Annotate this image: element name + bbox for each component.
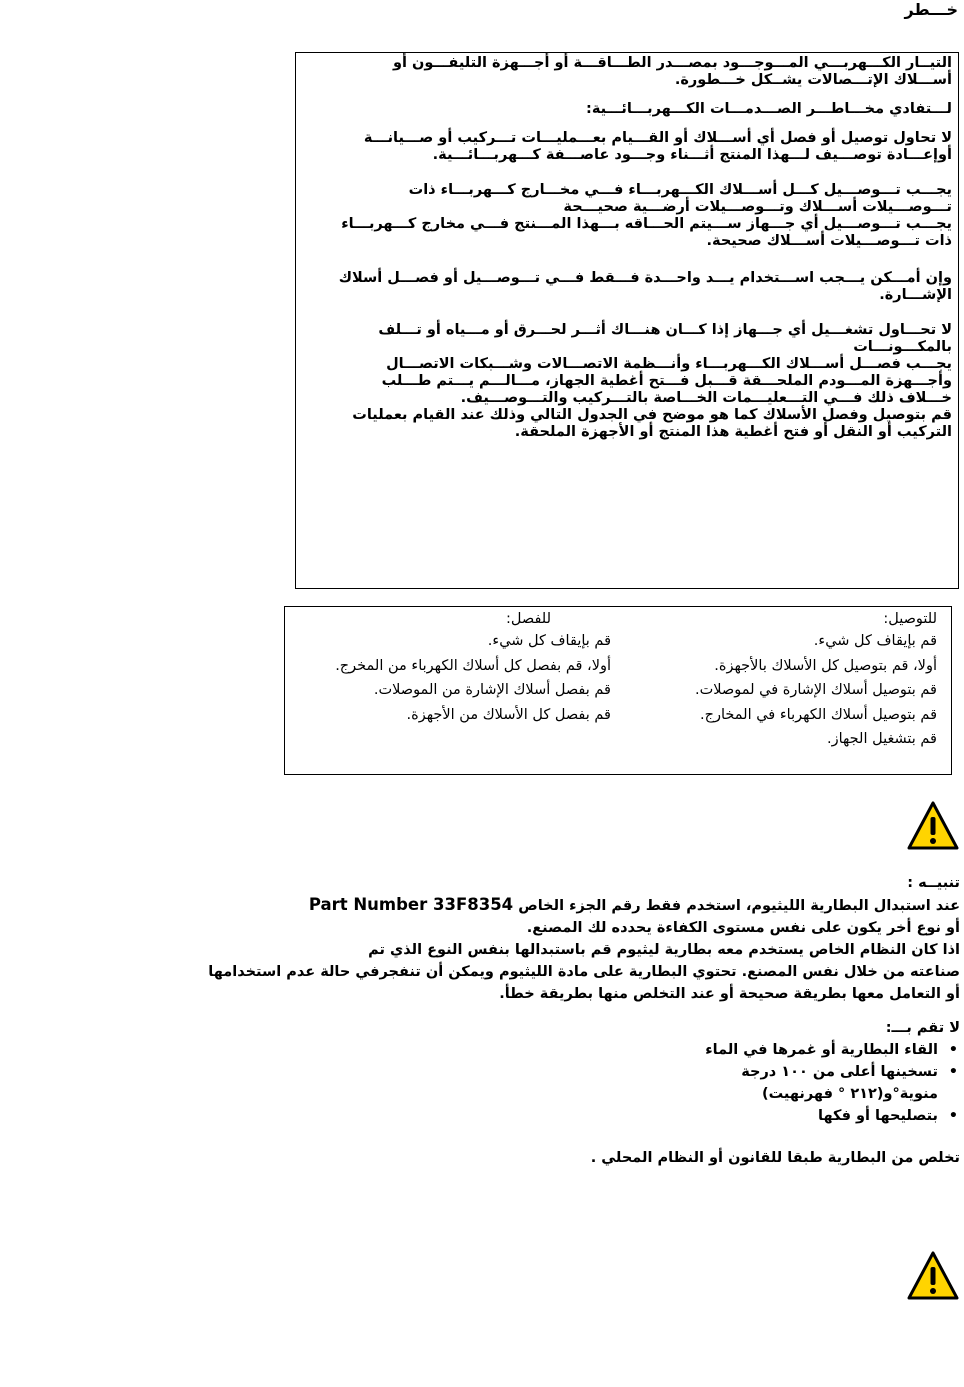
warning-triangle-icon: [906, 1250, 960, 1302]
disconnect-step: أولا، قم بفصل كل أسلاك الكهرباء من المخرج.: [335, 657, 611, 674]
battery-caution: [208, 872, 960, 1169]
disconnect-step: قم بإيقاف كل شيء.: [487, 633, 611, 649]
connect-step: أولا، قم بتوصيل كل الأسلاك بالأجهزة.: [714, 657, 937, 674]
danger-paragraph: يجـــب تـــوصـــيل كـــل أســـلاك الكـــهربـــاء فـــي مخـــارج كـــهربـــاء ذات تـــوصـــيلات أســـلاك وتـــوصـــيلات أرضـــية صحيـــحة: [408, 182, 952, 215]
caution-line: عند استبدال البطارية الليثيوم، استخدم فقط رقم الجزء الخاص: [518, 898, 960, 914]
disconnect-column: [291, 609, 611, 727]
danger-paragraph: يجـــب فصـــل أســـلاك الكـــهربـــاء وأنـــظمة الاتصـــالات وشـــبكات الاتصـــال وأجـــهزة المـــودم الملحـــقة قـــبل فـــتح أغطية الجهاز، مـــالـــم يـــتم طـــلب خـــلاف ذلك فـــي التـــعليـــمات الخـــاصة بالتـــركيب والتـــوصـــيف.: [381, 356, 952, 406]
danger-title: خـــطر: [904, 0, 958, 19]
caution-line-part: [240, 894, 960, 917]
danger-box: [295, 52, 959, 589]
danger-paragraph: يجـــب تـــوصـــيل أي جـــهاز ســـيتم الحـــاقه بـــهذا المـــنتج فـــي مخارج كـــهربـــاء ذات تـــوصـــيلات أســـلاك صحيحة.: [341, 216, 952, 249]
caution-line: اذا كان النظام الخاص يستخدم معه بطارية ليثيوم قم باستبدالها بنفس النوع الذي تم: [368, 942, 960, 958]
disposal-instruction: تخلص من البطارية طبقا للقانون أو النظام المحلي .: [590, 1150, 960, 1166]
connect-column: [637, 609, 937, 752]
connect-step: قم بإيقاف كل شيء.: [813, 633, 937, 649]
danger-paragraph: لـــتفادي مخـــاطـــر الصـــدمـــات الكـــهربـــائـــية:: [586, 101, 952, 117]
disconnect-header: للفصل:: [506, 611, 551, 627]
list-item: • بتصليحها أو فكها: [240, 1105, 938, 1127]
caution-line: أو التعامل معها بطريقة صحيحة أو عند التخلص منها بطريقة خطأ.: [499, 986, 960, 1002]
list-item: • القاء البطارية أو غمرها في الماء: [240, 1039, 938, 1061]
caution-line: صناعته من خلال نفس المصنع. تحتوي البطارية على مادة الليثيوم ويمكن أن تنفجرفي حالة عدم استخدامها: [208, 964, 960, 980]
connect-header: للتوصيل:: [883, 611, 937, 627]
connect-step: قم بتوصيل أسلاك الإشارة في لموصلات.: [695, 682, 937, 698]
part-number: Part Number 33F8354: [308, 895, 514, 914]
warning-triangle-icon: [906, 800, 960, 852]
danger-paragraph: قم بتوصيل وفصل الأسلاك كما هو موضح في الجدول التالي وذلك عند القيام بعمليات التركيب أو النقل أو فتح أغطية هذا المنتج أو الأجهزة الملحقة.: [352, 407, 952, 440]
list-item: • تسخينها أعلى من ١٠٠ درجة منوية°و(٢١٢ ° فهرنهيت): [728, 1061, 938, 1105]
dont-label: لا تقم بـــ:: [885, 1020, 960, 1036]
disconnect-step: قم بفصل أسلاك الإشارة من الموصلات.: [373, 682, 611, 698]
connect-disconnect-table: [284, 606, 952, 775]
danger-paragraph: لا تحـــاول تشغـــيل أي جـــهاز إذا كـــان هنـــاك أثـــر لحـــرق أو مـــياه أو تـــلف بالمكـــونـــات: [378, 322, 952, 355]
connect-step: قم بتشغيل الجهاز.: [826, 731, 937, 747]
danger-paragraph: لا تحاول توصيل أو فصل أي أســـلاك أو القـــيام بعـــمليـــات تـــركيب أو صـــيانـــة أوإعـــادة توصـــيف لـــهذا المنتج أثـــناء وجـــود عاصـــفة كـــهربـــائـــية.: [363, 130, 952, 163]
dont-list: [240, 1039, 960, 1127]
danger-paragraph: التيــار الكـــهربـــي المـــوجـــود بمصـــدر الطـــاقـــة أو أجـــهزة التليفـــون أو أســـلاك الإتـــصالات يشــكل خـــطورة.: [393, 55, 952, 88]
caution-label: تنبيــه :: [907, 875, 960, 891]
caution-line: أو نوع أخر يكون على نفس مستوى الكفاءة يحدده لك المصنع.: [526, 920, 960, 936]
danger-paragraph: وإن أمـــكن يـــجب اســـتخدام يـــد واحـــدة فـــقط فـــي تـــوصـــيل أو فصـــل أسلاك الإشـــارة.: [338, 270, 952, 303]
connect-step: قم بتوصيل أسلاك الكهرباء في المخارج.: [700, 706, 937, 723]
disconnect-step: قم بفصل كل الأسلاك من الأجهزة.: [406, 706, 611, 723]
